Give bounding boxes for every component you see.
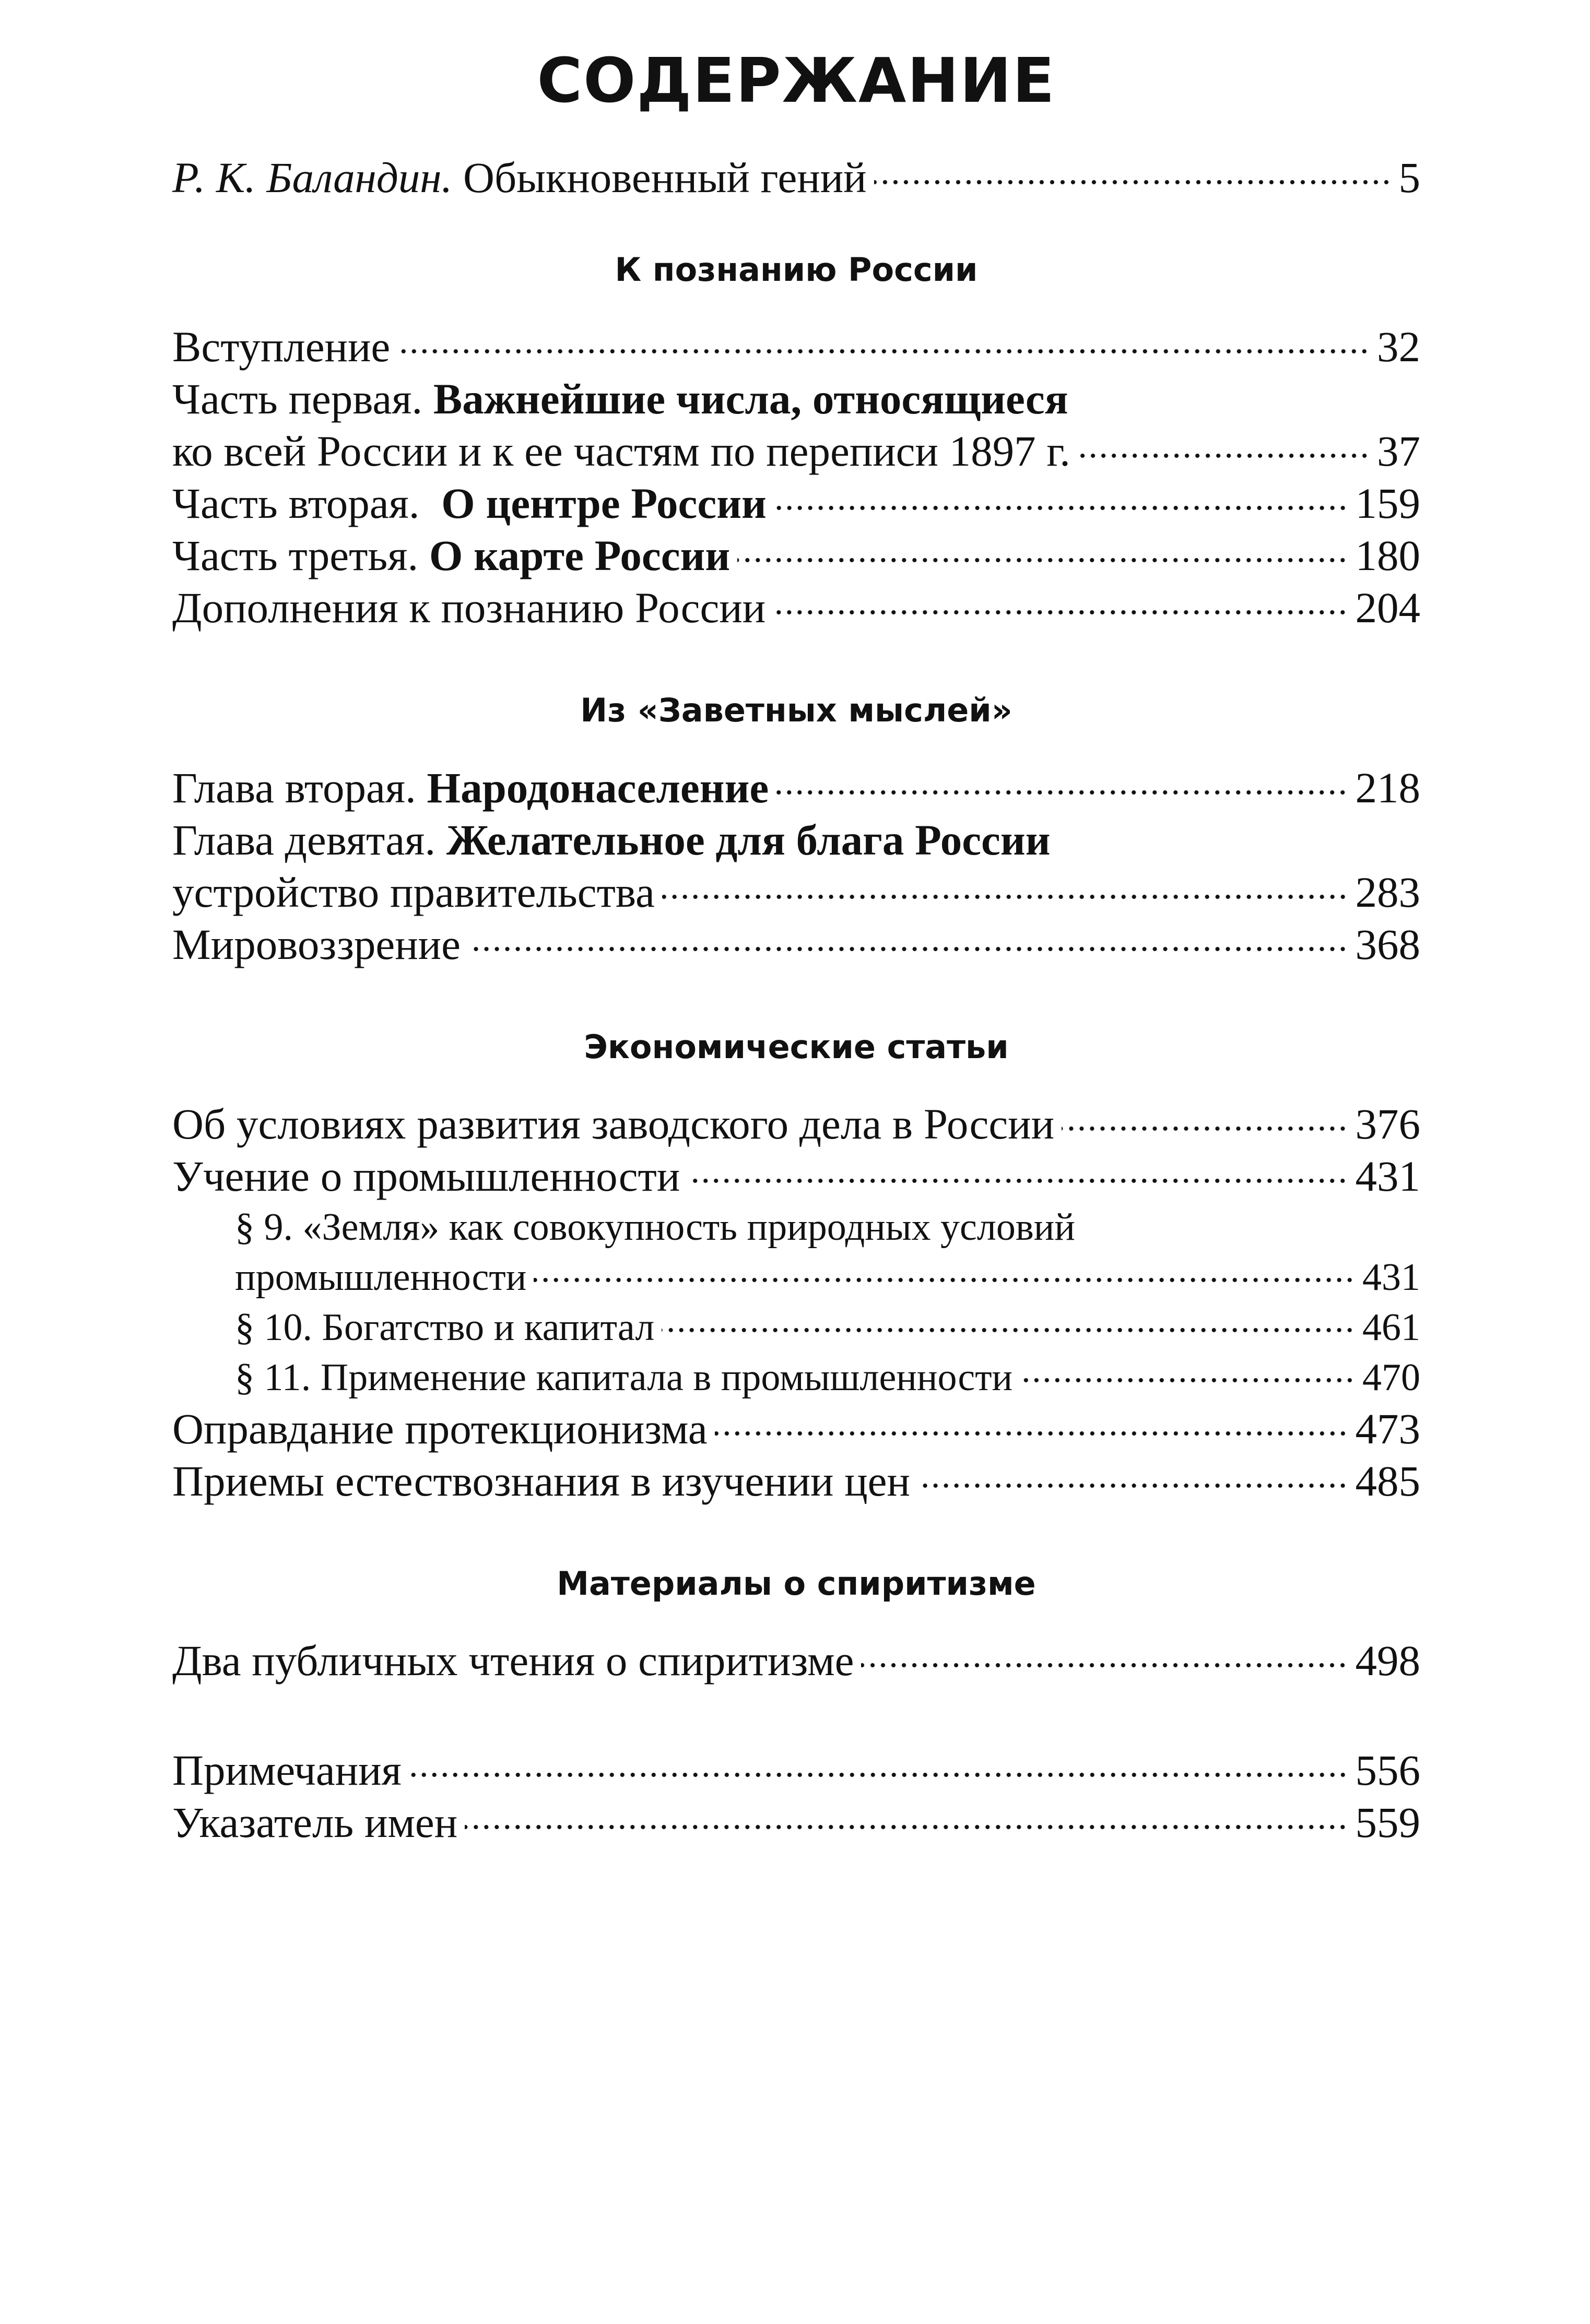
dot-leader [737, 558, 1348, 563]
entry-title: § 9. «Земля» как совокупность природных условий [235, 1205, 1075, 1249]
toc-entry[interactable] [172, 1634, 1420, 1687]
page-number: 37 [1377, 427, 1420, 476]
dot-leader [776, 790, 1348, 795]
entry-title: § 11. Применение капитала в промышленности [235, 1356, 1013, 1399]
toc-entry[interactable] [172, 1098, 1420, 1150]
page-number: 485 [1355, 1456, 1420, 1505]
entry-title: Примечания [172, 1746, 402, 1795]
entry-prefix: Глава девятая. [172, 815, 436, 864]
toc-entry[interactable] [172, 477, 1420, 529]
section-entries [172, 1098, 1420, 1507]
page-number: 376 [1355, 1099, 1420, 1148]
contents-page [172, 44, 1420, 1848]
dot-leader [662, 1327, 1355, 1333]
dot-leader [409, 1772, 1348, 1777]
dot-leader [1062, 1126, 1348, 1131]
entry-title: О карте России [429, 531, 731, 580]
dot-leader [397, 349, 1370, 354]
toc-entry[interactable] [172, 1455, 1420, 1507]
dot-leader [1078, 453, 1370, 458]
author-name: Р. К. Баландин. [172, 153, 453, 201]
dot-leader [662, 894, 1348, 899]
entry-prefix: Часть первая. [172, 375, 423, 423]
entry-title: Вступление [172, 323, 391, 371]
page-number: 218 [1355, 763, 1420, 812]
entry-title: Приемы естествознания в изучении цен [172, 1456, 910, 1505]
entry-prefix: Часть третья. [172, 531, 419, 580]
dot-leader [773, 610, 1348, 615]
page-number: 461 [1362, 1306, 1420, 1349]
section-heading: Экономические статьи [584, 1027, 1009, 1066]
toc-entry-line1[interactable] [172, 373, 1420, 425]
toc-entry[interactable] [172, 529, 1420, 582]
dot-leader [465, 1824, 1348, 1830]
toc-entry-text [172, 529, 730, 582]
page-number: 498 [1355, 1637, 1420, 1685]
toc-entry-text [172, 477, 767, 529]
entry-prefix: Часть вторая. [172, 479, 420, 528]
section-entries [172, 762, 1420, 970]
dot-leader [534, 1277, 1355, 1283]
page-number: 473 [1355, 1404, 1420, 1453]
section-heading: Материалы о спиритизме [557, 1564, 1036, 1603]
entry-title: Обыкновенный гений [463, 153, 867, 201]
section-entries [172, 1634, 1420, 1687]
toc-entry-intro[interactable] [172, 151, 1420, 204]
page-number: 180 [1355, 531, 1420, 580]
entry-title: Два публичных чтения о спиритизме [172, 1637, 854, 1685]
entry-title: § 10. Богатство и капитал [235, 1306, 655, 1349]
toc-subentry[interactable] [172, 1302, 1420, 1353]
section-heading: К познанию России [615, 250, 978, 289]
toc-entry-notes[interactable] [172, 1744, 1420, 1796]
dot-leader [468, 946, 1348, 952]
page-number: 159 [1355, 479, 1420, 528]
section-entries [172, 321, 1420, 634]
page-number: 32 [1377, 323, 1420, 371]
toc-subentry-line1[interactable] [172, 1202, 1420, 1252]
toc-entry-index[interactable] [172, 1796, 1420, 1848]
toc-entry[interactable] [172, 918, 1420, 970]
toc-entry[interactable] [172, 762, 1420, 814]
toc-entry[interactable] [172, 1403, 1420, 1455]
toc-entry[interactable] [172, 582, 1420, 634]
entry-title: Мировоззрение [172, 920, 461, 968]
toc-entry[interactable] [172, 1150, 1420, 1202]
entry-prefix: Глава вторая. [172, 763, 416, 812]
page-number: 431 [1355, 1152, 1420, 1200]
entry-title: Учение о промышленности [172, 1152, 680, 1200]
page-number: 283 [1355, 868, 1420, 916]
entry-title: Об условиях развития заводского дела в России [172, 1099, 1055, 1148]
dot-leader [1020, 1378, 1355, 1383]
toc-entry-line1[interactable] [172, 814, 1420, 866]
entry-title: Оправдание протекционизма [172, 1404, 708, 1453]
section-heading: Из «Заветных мыслей» [580, 691, 1012, 730]
toc-entry-text [172, 151, 867, 204]
page-number: 556 [1355, 1746, 1420, 1795]
toc-subentry[interactable] [172, 1353, 1420, 1403]
toc-entry-line2[interactable] [172, 425, 1420, 477]
entry-title: Желательное для блага России [446, 815, 1051, 864]
page-number: 368 [1355, 920, 1420, 968]
entry-title: Дополнения к познанию России [172, 584, 766, 632]
dot-leader [774, 505, 1348, 511]
back-matter [172, 1744, 1420, 1848]
page-number: 5 [1398, 153, 1420, 201]
dot-leader [874, 180, 1392, 185]
entry-title-cont: устройство правительства [172, 868, 655, 916]
dot-leader [917, 1483, 1348, 1488]
entry-title: О центре России [441, 479, 767, 528]
page-number: 470 [1362, 1356, 1420, 1399]
entry-title-cont: ко всей России и к ее частям по переписи 1897 г. [172, 427, 1070, 476]
entry-title: Важнейшие числа, относящиеся [433, 375, 1068, 423]
entry-title: Указатель имен [172, 1798, 458, 1847]
page-number: 431 [1362, 1255, 1420, 1299]
dot-leader [687, 1178, 1348, 1183]
page-number: 204 [1355, 584, 1420, 632]
toc-entry-text [172, 762, 769, 814]
page-number: 559 [1355, 1798, 1420, 1847]
toc-entry-line2[interactable] [172, 866, 1420, 918]
entry-title: Народонаселение [427, 763, 769, 812]
page-title: СОДЕРЖАНИЕ [537, 44, 1056, 116]
entry-title-cont: промышленности [235, 1255, 527, 1299]
toc-subentry-line2[interactable] [172, 1252, 1420, 1302]
dot-leader [715, 1431, 1348, 1436]
toc-entry[interactable] [172, 321, 1420, 373]
dot-leader [861, 1663, 1348, 1668]
